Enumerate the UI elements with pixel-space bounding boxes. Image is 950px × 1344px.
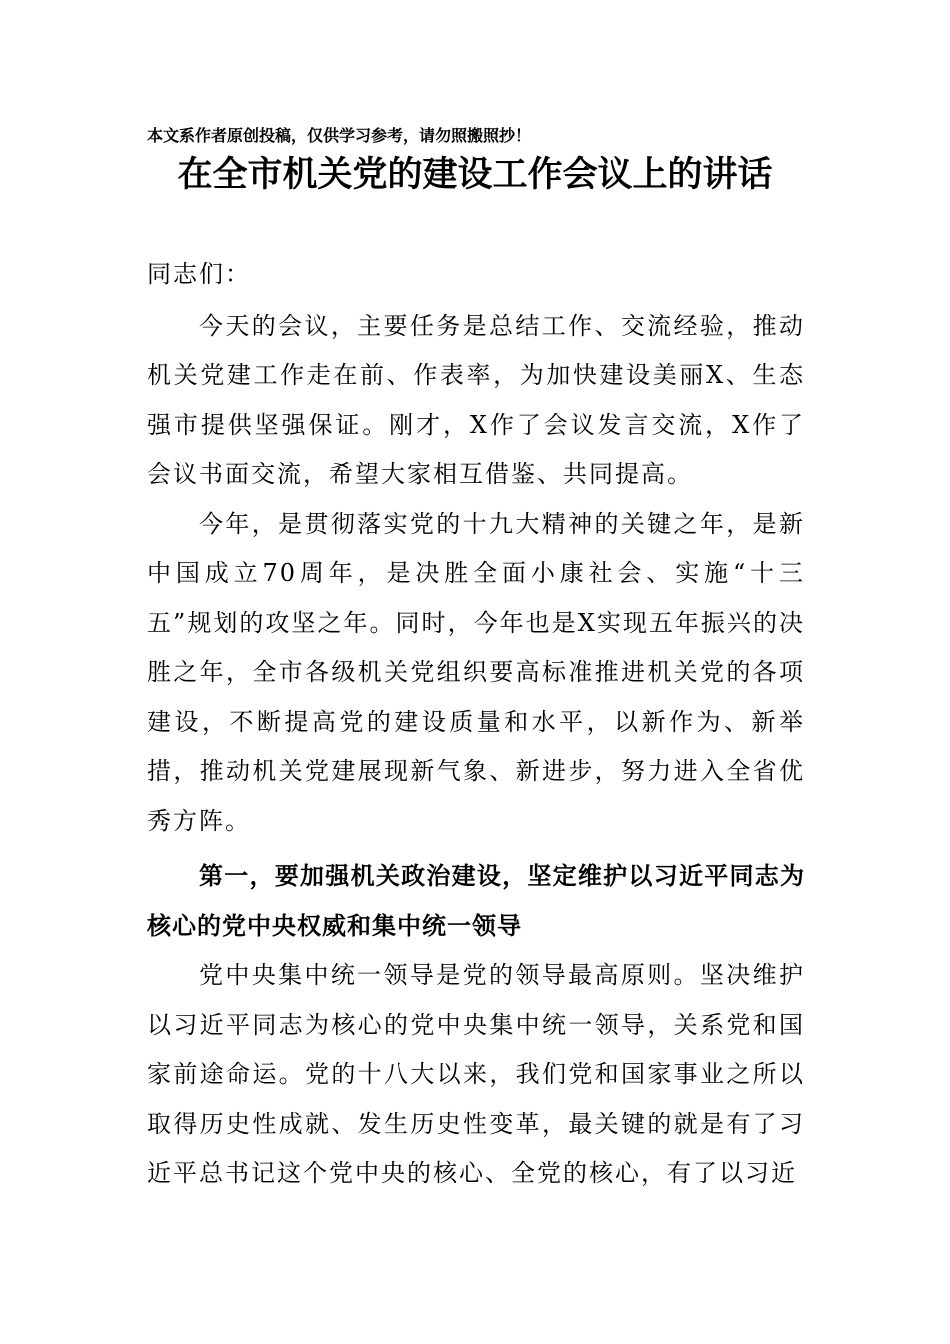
document-body (147, 250, 805, 1199)
copyright-notice: 本文系作者原创投稿，仅供学习参考，请勿照搬照抄！ (147, 126, 532, 145)
salutation: 同志们： (147, 260, 251, 288)
paragraph-intro: 今天的会议，主要任务是总结工作、交流经验，推动机关党建工作走在前、作表率，为加快建设美丽X、生态强市提供坚强保证。刚才，X作了会议发言交流，X作了会议书面交流，希望大家相互借鉴、共同提高。 (147, 311, 805, 488)
document-title: 在全市机关党的建设工作会议上的讲话 (177, 154, 773, 195)
paragraph-context: 今年，是贯彻落实党的十九大精神的关键之年，是新中国成立70周年，是决胜全面小康社会、实施“十三五”规划的攻坚之年。同时，今年也是X实现五年振兴的决胜之年，全市各级机关党组织要高标准推进机关党的各项建设，不断提高党的建设质量和水平，以新作为、新举措，推动机关党建展现新气象、新进步，努力进入全省优秀方阵。 (147, 509, 805, 835)
section-paragraph-1: 党中央集中统一领导是党的领导最高原则。坚决维护以习近平同志为核心的党中央集中统一领导，关系党和国家前途命运。党的十八大以来，我们党和国家事业之所以取得历史性成就、发生历史性变革，最关键的就是有了习近平总书记这个党中央的核心、全党的核心，有了以习近 (147, 961, 805, 1187)
section-heading-1: 第一，要加强机关政治建设，坚定维护以习近平同志为核心的党中央权威和集中统一领导 (147, 862, 805, 940)
